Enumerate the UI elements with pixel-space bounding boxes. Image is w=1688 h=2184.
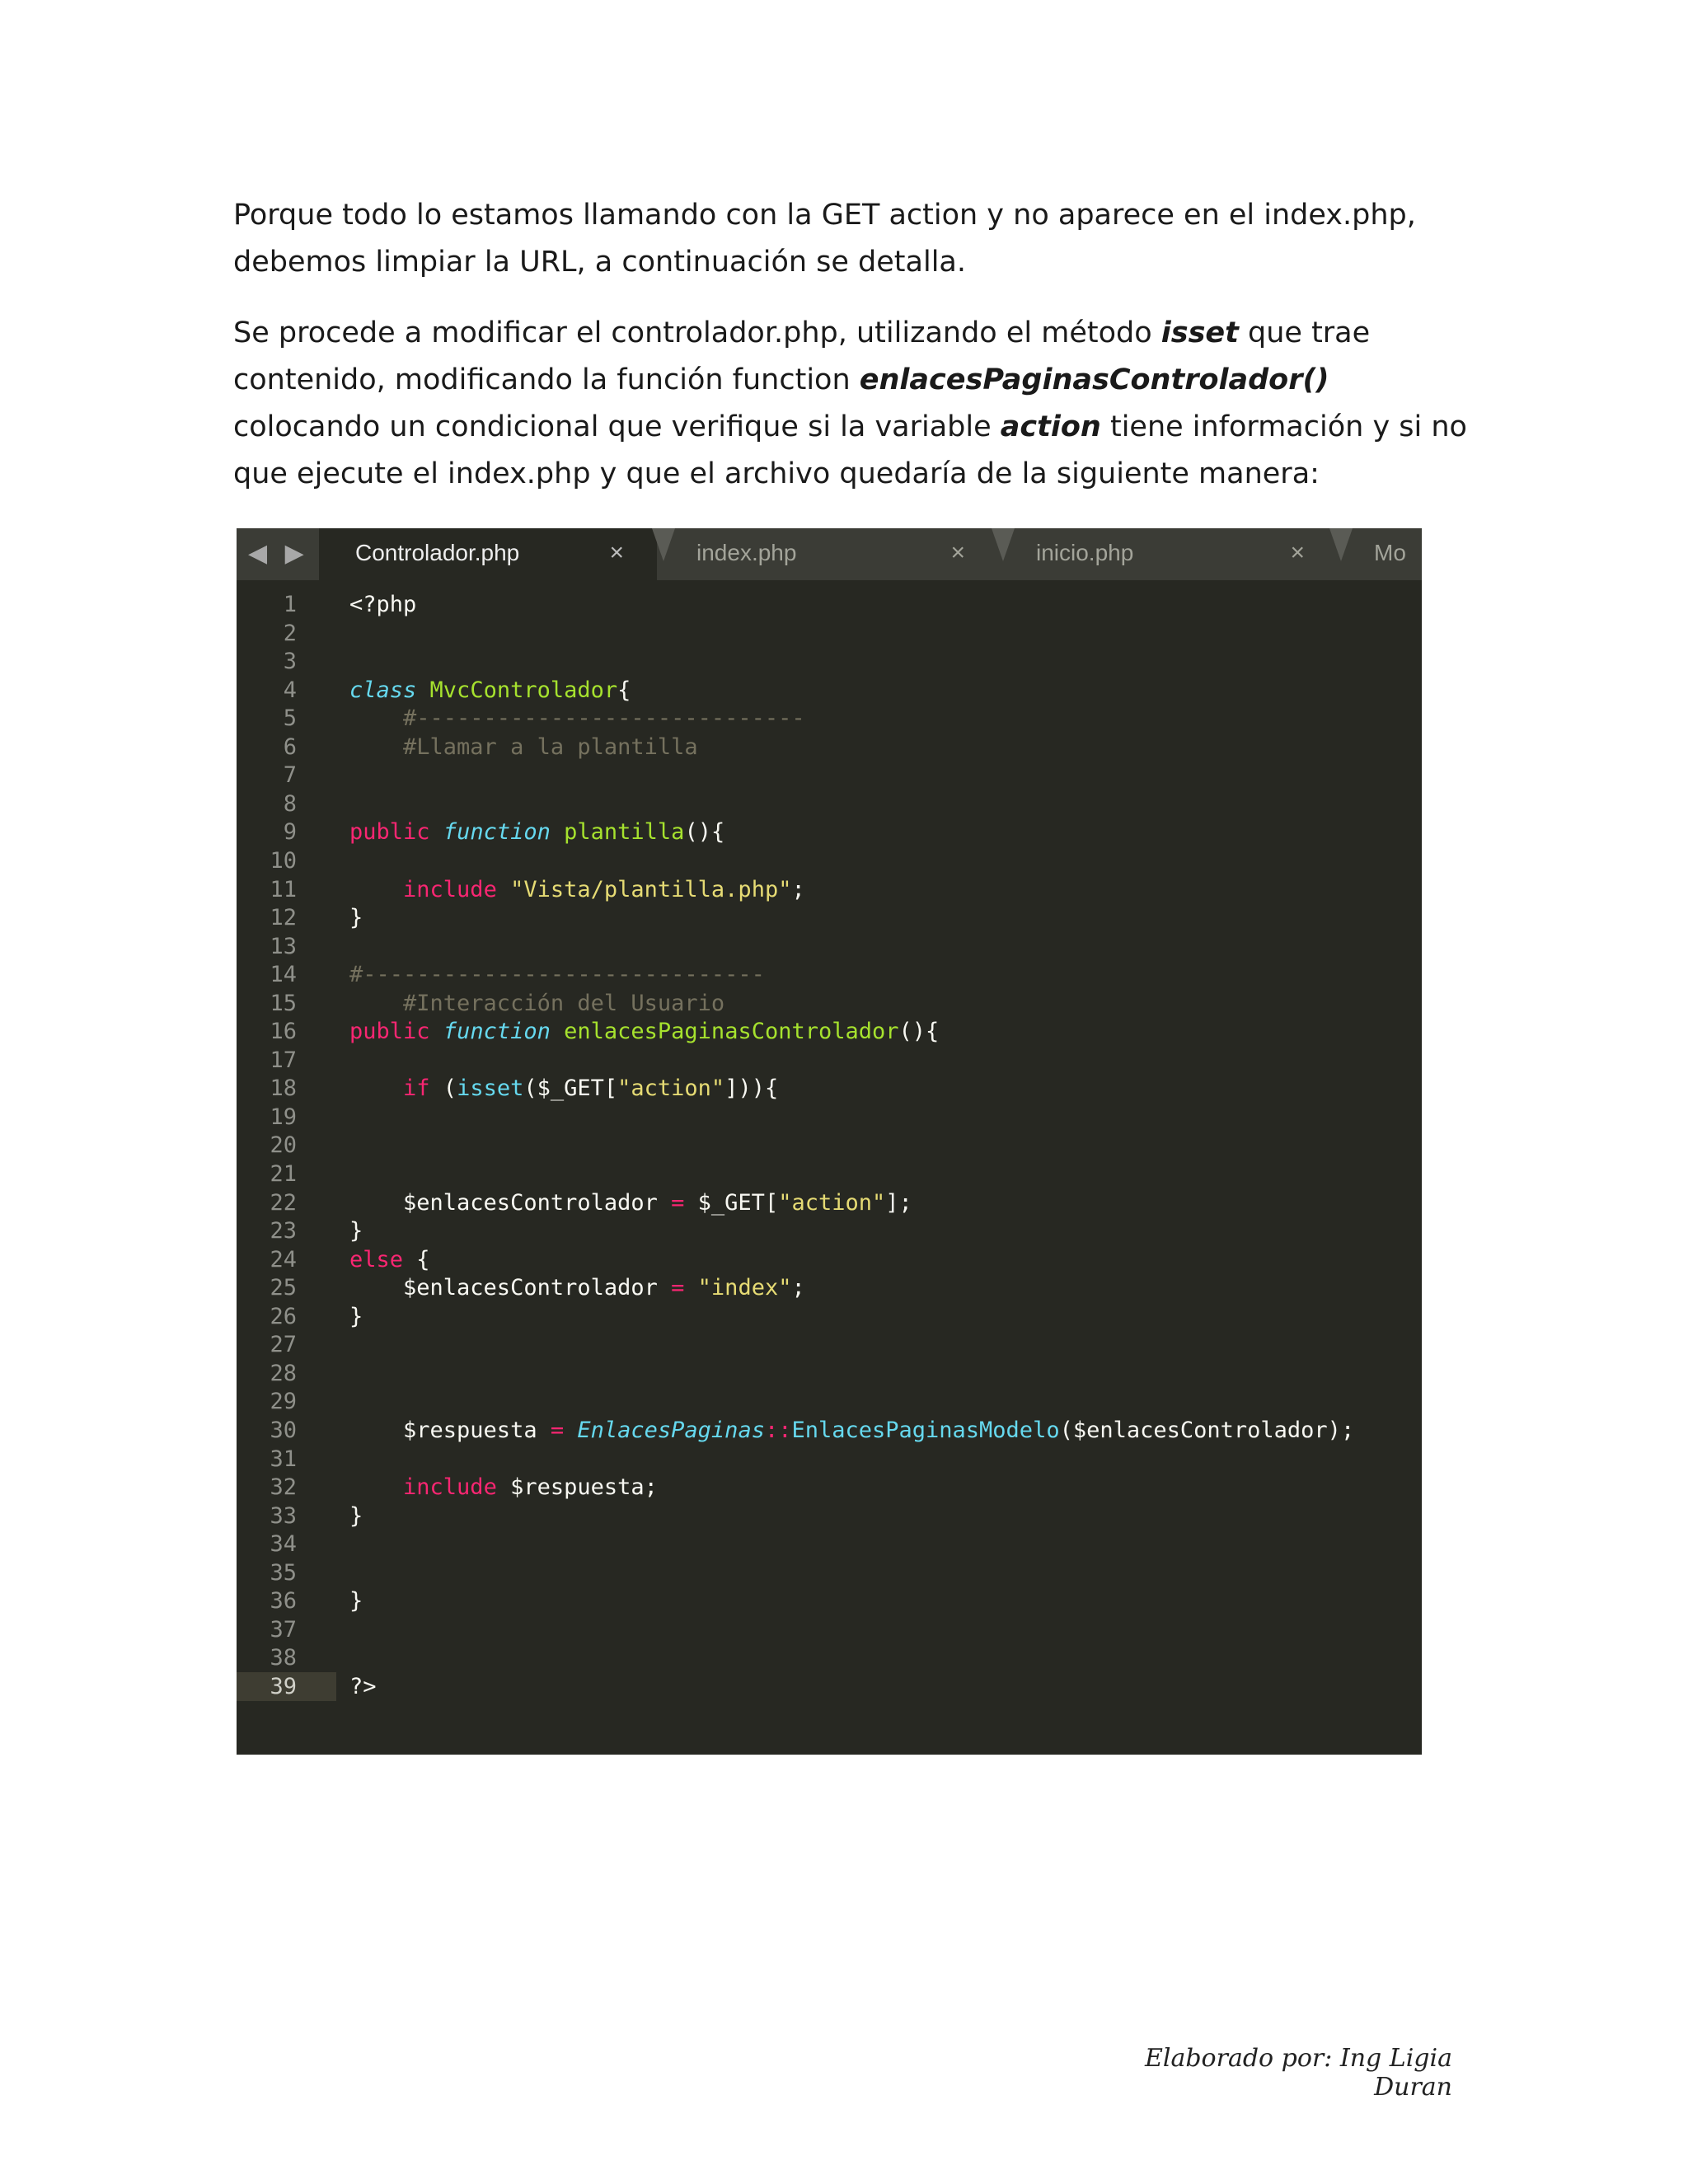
code-token: #Llamar a la plantilla — [349, 733, 698, 760]
line-number: 32 — [270, 1474, 297, 1501]
line-number: 12 — [270, 905, 297, 931]
line-number: 30 — [270, 1417, 297, 1443]
line-number: 35 — [270, 1559, 297, 1586]
explanation-text-4: tiene información y si no que ejecute el index.php y que el archivo quedaría de la siguiente manera: — [233, 410, 1467, 490]
code-line[interactable] — [237, 733, 1422, 762]
code-text — [349, 1502, 363, 1530]
code-line[interactable] — [237, 1473, 1422, 1502]
code-line[interactable] — [237, 1017, 1422, 1046]
code-token: } — [349, 905, 363, 931]
code-token: { — [617, 677, 631, 703]
code-line[interactable] — [237, 846, 1422, 875]
code-token: EnlacesPaginasModelo — [791, 1417, 1060, 1443]
code-text — [349, 1188, 912, 1217]
tab-label: Controlador.php — [355, 540, 520, 565]
line-number: 8 — [283, 790, 297, 817]
code-text — [349, 1017, 939, 1046]
explanation-text-2: que trae contenido, modificando la función function — [233, 316, 1371, 396]
code-token: ; — [791, 876, 805, 902]
code-text — [349, 818, 724, 846]
code-token: (){ — [684, 819, 725, 846]
code-line[interactable] — [237, 1074, 1422, 1103]
line-number: 18 — [270, 1076, 297, 1102]
code-token: ( — [429, 1076, 457, 1102]
code-text — [349, 989, 724, 1018]
code-token: ($enlacesControlador); — [1059, 1417, 1355, 1443]
intro-text: Porque todo lo estamos llamando con la GET action y no aparece en el index.php, debemos limpiar la URL, a continuación se detalla. — [233, 199, 1416, 279]
code-line[interactable] — [237, 960, 1422, 989]
code-text — [349, 1245, 430, 1274]
tab-label: Mo — [1374, 540, 1406, 565]
code-token: ; — [791, 1275, 805, 1301]
code-token: :: — [764, 1417, 792, 1443]
code-token: else — [349, 1246, 404, 1272]
explanation-paragraph — [233, 310, 1470, 498]
code-token: (){ — [898, 1019, 940, 1045]
line-number: 6 — [283, 733, 297, 760]
code-text — [349, 1473, 658, 1502]
tab-controlador[interactable] — [319, 528, 657, 580]
code-line[interactable] — [237, 619, 1422, 648]
line-number: 36 — [270, 1588, 297, 1615]
code-token: "index" — [697, 1275, 792, 1301]
code-line[interactable] — [237, 1387, 1422, 1416]
code-line[interactable] — [237, 989, 1422, 1018]
code-token — [349, 1474, 403, 1500]
code-line[interactable] — [237, 875, 1422, 904]
action-emphasis: action — [1000, 410, 1101, 443]
line-number: 26 — [270, 1303, 297, 1329]
tab-inicio[interactable] — [1000, 528, 1338, 580]
line-number: 33 — [270, 1502, 297, 1529]
code-line[interactable] — [237, 1046, 1422, 1075]
code-text — [349, 903, 363, 932]
code-token: public — [349, 819, 430, 846]
code-token — [551, 819, 564, 845]
line-number: 4 — [283, 677, 297, 703]
code-line[interactable] — [237, 1359, 1422, 1388]
code-line[interactable] — [237, 1558, 1422, 1587]
code-token: class — [349, 677, 417, 703]
code-token — [416, 677, 429, 703]
code-token: "action" — [617, 1076, 725, 1102]
code-token: public — [349, 1019, 430, 1045]
code-line[interactable] — [237, 1445, 1422, 1474]
code-line[interactable] — [237, 1672, 1422, 1701]
line-number: 11 — [270, 876, 297, 902]
code-line[interactable] — [237, 647, 1422, 676]
code-text — [349, 1074, 778, 1103]
line-number: 3 — [283, 649, 297, 675]
code-token: include — [403, 1474, 497, 1501]
code-line[interactable] — [237, 590, 1422, 619]
code-token: ]; — [885, 1189, 912, 1216]
code-token — [497, 877, 510, 902]
line-number: 34 — [270, 1531, 297, 1558]
line-number: 38 — [270, 1645, 297, 1671]
line-number: 37 — [270, 1616, 297, 1643]
code-token: } — [349, 1218, 363, 1244]
code-token: $_GET[ — [684, 1189, 779, 1216]
line-number: 17 — [270, 1047, 297, 1073]
line-number: 22 — [270, 1189, 297, 1216]
code-token — [684, 1275, 697, 1301]
code-line[interactable] — [237, 1615, 1422, 1644]
code-token: } — [349, 1502, 363, 1529]
code-token: } — [349, 1588, 363, 1615]
close-icon[interactable]: × — [950, 539, 965, 566]
line-number: 2 — [283, 620, 297, 646]
code-line[interactable] — [237, 1643, 1422, 1672]
code-line[interactable] — [237, 1245, 1422, 1274]
isset-emphasis: isset — [1160, 316, 1239, 349]
code-line[interactable] — [237, 1131, 1422, 1160]
code-token: if — [403, 1076, 430, 1102]
document-footer: Elaborado por: Ing Ligia Duran — [1144, 2044, 1452, 2102]
code-token: $enlacesControlador — [349, 1275, 672, 1301]
code-text — [349, 733, 698, 762]
code-token: #----------------------------- — [349, 705, 805, 732]
code-line[interactable] — [237, 676, 1422, 705]
code-token: ($_GET[ — [523, 1076, 618, 1102]
code-line[interactable] — [237, 1302, 1422, 1331]
line-number: 20 — [270, 1132, 297, 1159]
code-line[interactable] — [237, 1216, 1422, 1245]
code-line[interactable] — [237, 1416, 1422, 1445]
code-token — [564, 1418, 577, 1443]
code-token: ])){ — [724, 1076, 779, 1102]
code-text — [349, 875, 805, 904]
code-text — [349, 1216, 363, 1245]
code-text — [349, 1302, 363, 1331]
code-token: MvcControlador — [429, 677, 618, 703]
code-token: #Interacción del Usuario — [349, 990, 725, 1016]
code-token: $enlacesControlador — [349, 1189, 672, 1216]
code-line[interactable] — [237, 818, 1422, 846]
line-number: 31 — [270, 1446, 297, 1472]
code-token: "Vista/plantilla.php" — [510, 876, 792, 902]
code-line[interactable] — [237, 1273, 1422, 1302]
code-token: } — [349, 1303, 363, 1329]
tab-index[interactable] — [660, 528, 998, 580]
close-icon[interactable]: × — [609, 539, 624, 566]
line-number: 23 — [270, 1218, 297, 1244]
code-line[interactable] — [237, 761, 1422, 790]
code-line[interactable] — [237, 790, 1422, 818]
code-token — [551, 1019, 564, 1044]
code-line[interactable] — [237, 1530, 1422, 1558]
code-line[interactable] — [237, 1103, 1422, 1132]
code-text — [349, 1273, 805, 1302]
code-text — [349, 676, 631, 705]
code-token: ?> — [349, 1673, 377, 1699]
line-number: 25 — [270, 1275, 297, 1301]
code-token: enlacesPaginasControlador — [564, 1019, 899, 1045]
code-line[interactable] — [237, 1502, 1422, 1530]
code-token: { — [403, 1246, 430, 1272]
code-token: $respuesta — [349, 1417, 551, 1443]
line-number: 29 — [270, 1389, 297, 1415]
line-number: 21 — [270, 1161, 297, 1187]
line-number: 7 — [283, 762, 297, 789]
line-number: 14 — [270, 962, 297, 988]
tab-modelo[interactable] — [1338, 528, 1422, 580]
explanation-text-3: colocando un condicional que verifique si la variable — [233, 410, 1001, 443]
code-line[interactable] — [237, 903, 1422, 932]
line-number: 13 — [270, 933, 297, 959]
code-area[interactable] — [237, 580, 1422, 1755]
code-token: function — [443, 819, 551, 846]
code-text — [349, 590, 416, 619]
function-name-emphasis: enlacesPaginasControlador() — [859, 363, 1329, 396]
line-number: 27 — [270, 1332, 297, 1358]
code-text — [349, 1416, 1354, 1445]
code-line[interactable] — [237, 1586, 1422, 1615]
code-line[interactable] — [237, 704, 1422, 733]
tab-nav-arrows-icon[interactable]: ◀ ▶ — [248, 539, 309, 568]
code-text — [349, 1672, 377, 1701]
intro-paragraph — [233, 192, 1470, 286]
code-line[interactable] — [237, 1188, 1422, 1217]
line-number: 1 — [283, 592, 297, 617]
editor-tab-bar — [237, 528, 1422, 580]
code-token: = — [671, 1275, 685, 1301]
tab-label: index.php — [696, 540, 797, 565]
code-token: plantilla — [564, 819, 685, 846]
code-line[interactable] — [237, 1160, 1422, 1188]
code-token — [349, 1076, 403, 1101]
code-line[interactable] — [237, 932, 1422, 961]
line-number: 39 — [237, 1672, 336, 1701]
line-number: 16 — [270, 1019, 297, 1045]
code-text — [349, 704, 805, 733]
line-number: 9 — [283, 819, 297, 846]
code-editor-screenshot — [237, 528, 1422, 1755]
line-number: 24 — [270, 1246, 297, 1272]
tab-label: inicio.php — [1036, 540, 1134, 565]
line-number: 28 — [270, 1360, 297, 1386]
line-number: 15 — [270, 990, 297, 1016]
code-text — [349, 1586, 363, 1615]
code-token: <?php — [349, 592, 417, 617]
line-number: 10 — [270, 847, 297, 874]
line-number: 19 — [270, 1104, 297, 1130]
code-token: function — [443, 1019, 551, 1045]
code-text — [349, 960, 765, 989]
code-token: = — [550, 1417, 565, 1443]
code-token: include — [403, 876, 497, 902]
code-token: $respuesta; — [496, 1474, 658, 1501]
code-token — [430, 1019, 443, 1044]
code-token: isset — [457, 1076, 524, 1102]
code-token: #------------------------------ — [349, 962, 765, 988]
explanation-text-1: Se procede a modificar el controlador.php, utilizando el método — [233, 316, 1161, 349]
code-token: = — [671, 1189, 685, 1216]
code-token: EnlacesPaginas — [577, 1417, 765, 1443]
code-token — [430, 819, 443, 845]
line-number: 5 — [283, 705, 297, 732]
code-token — [349, 877, 403, 902]
close-icon[interactable]: × — [1290, 539, 1305, 566]
code-token: "action" — [778, 1189, 886, 1216]
code-line[interactable] — [237, 1330, 1422, 1359]
